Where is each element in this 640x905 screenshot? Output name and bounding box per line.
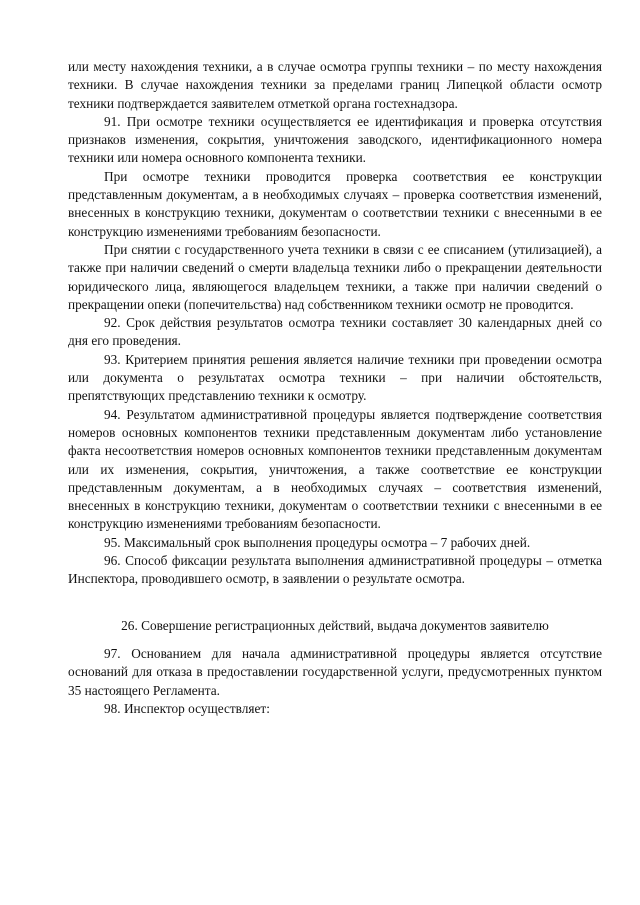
paragraph-continuation: или месту нахождения техники, а в случае осмотра группы техники – по месту нахождения техники. В случае нахождения техники за пределами границ Липецкой области осмотр техники подтверждается заявителем отметкой органа гостехнадзора. xyxy=(68,59,602,111)
paragraph-97: 97. Основанием для начала административной процедуры является отсутствие оснований для отказа в предоставлении государственной услуги, предусмотренных пунктом 35 настоящего Регламента. xyxy=(68,645,602,698)
paragraph-91-inspection: При осмотре техники проводится проверка соответствия ее конструкции представленным документам, а в необходимых случаях – проверка соответствия изменений, внесенных в конструкцию техники, документам о соответствии техники с внесенными в ее конструкцию изменениями требованиям безопасности. xyxy=(68,168,602,239)
paragraph-91-exemption: При снятии с государственного учета техники в связи с ее списанием (утилизацией), а также при наличии сведений о смерти владельца техники либо о прекращении деятельности юридического лица, являющегося владельцем техники, а также при наличии сведений о прекращении опеки (попечительства) над собственником техники осмотр не проводится. xyxy=(68,241,602,312)
paragraph-98: 98. Инспектор осуществляет: xyxy=(104,700,270,716)
document-page xyxy=(68,58,602,718)
paragraph-94: 94. Результатом административной процедуры является подтверждение соответствия номеров основных компонентов техники представленным документам либо установление факта несоответствия номеров основных компонентов техники представленным документам или их изменения, сокрытия, уничтожения, а также соответствие ее конструкции представленным документам, а в необходимых случаях – соответствия изменений, внесенных в конструкцию техники, документам о соответствии техники с внесенными в ее конструкцию изменениями требованиям безопасности. xyxy=(68,406,602,532)
paragraph-96: 96. Способ фиксации результата выполнения административной процедуры – отметка Инспектора, проводившего осмотр, в заявлении о результате осмотра. xyxy=(68,553,602,587)
section-heading: 26. Совершение регистрационных действий, выдача документов заявителю xyxy=(121,617,549,633)
paragraph-93: 93. Критерием принятия решения является наличие техники при проведении осмотра или документа о результатах осмотра техники – при наличии обстоятельств, препятствующих представлению техники к осмотру. xyxy=(68,351,602,404)
paragraph-95: 95. Максимальный срок выполнения процедуры осмотра – 7 рабочих дней. xyxy=(104,534,531,550)
paragraph-91: 91. При осмотре техники осуществляется ее идентификация и проверка отсутствия признаков изменения, сокрытия, уничтожения заводского, идентификационного номера техники или номера основного компонента техники. xyxy=(68,113,602,166)
paragraph-92: 92. Срок действия результатов осмотра техники составляет 30 календарных дней со дня его проведения. xyxy=(68,315,602,349)
